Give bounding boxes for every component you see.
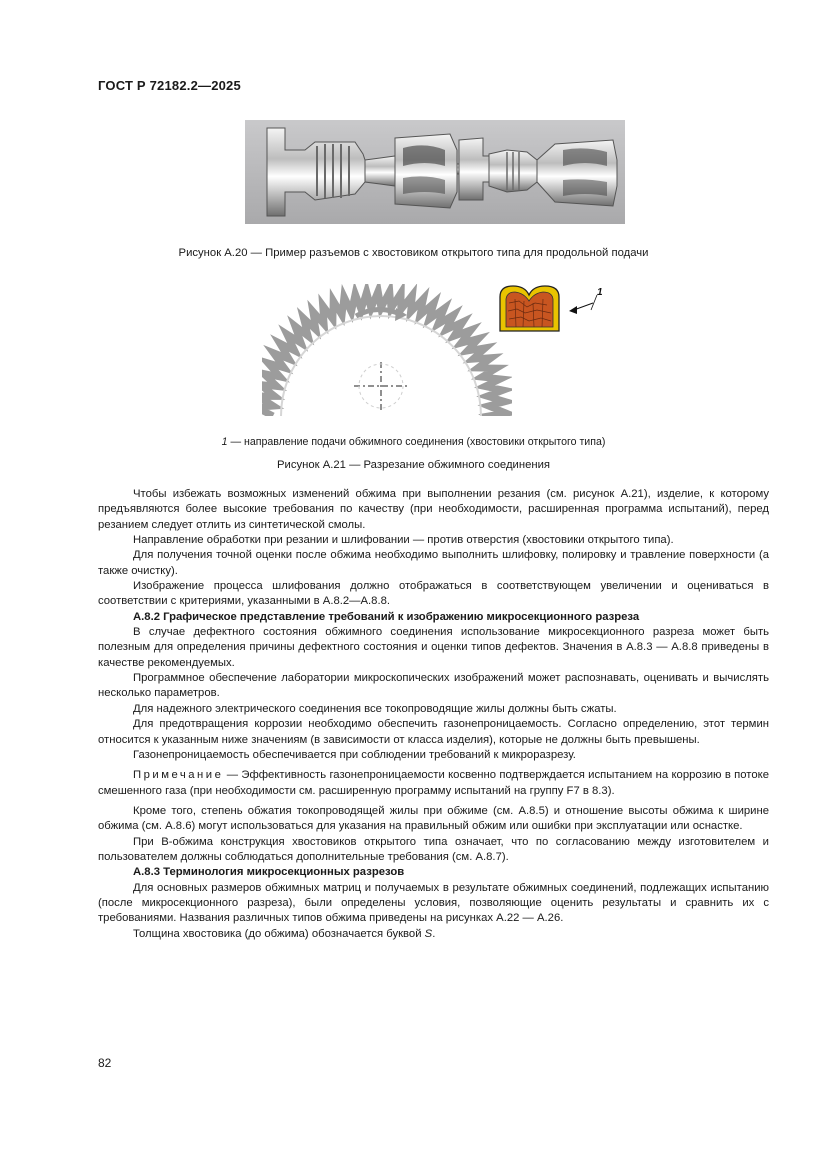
paragraph: В случае дефектного состояния обжимного соединения использование микросекционного разреза может быть полезным для определения причины дефектного состояния и оценки типов дефектов. Значения в А.8.3 — А.8.8 приведены в качестве рекомендуемых. — [98, 626, 769, 669]
section-heading-a83: А.8.3 Терминология микросекционных разрезов — [133, 866, 405, 879]
section-heading-a82: А.8.2 Графическое представление требований к изображению микросекционного разреза — [133, 610, 640, 623]
paragraph: Для получения точной оценки после обжима необходимо выполнить шлифовку, полировку и травление поверхности (а также очистку). — [98, 549, 769, 577]
paragraph: Для надежного электрического соединения все токопроводящие жилы должны быть сжаты. — [133, 702, 617, 715]
paragraph: Кроме того, степень обжатия токопроводящей жилы при обжиме (см. А.8.5) и отношение высоты обжима к ширине обжима (см. А.8.6) могут использоваться для указания на правильный обжим или ошибки при эксплуатации или оснастке. — [98, 804, 769, 833]
legend-number: 1 — [221, 436, 228, 448]
page-number: 82 — [98, 1056, 112, 1070]
note-text: — Эффективность газонепроницаемости косвенно подтверждается испытанием на коррозию в потоке смешенного газа (при необходимости см. расширенную программу испытаний на группу F7 в 8.3). — [98, 769, 769, 797]
callout-1: 1 — [597, 287, 603, 298]
note-label: Примечание — [133, 769, 224, 782]
paragraph: Направление обработки при резании и шлифовании — против отверстия (хвостовики открытого типа). — [133, 534, 674, 547]
figure-a21-caption: Рисунок А.21 — Разрезание обжимного соединения — [276, 459, 551, 471]
document-header: ГОСТ Р 72182.2—2025 — [98, 78, 241, 93]
paragraph: При В-обжима конструкция хвостовиков открытого типа означает, что по согласованию между изготовителем и пользователем должны соблюдаться дополнительные требования (см. А.8.7). — [98, 835, 769, 863]
paragraph: Чтобы избежать возможных изменений обжима при выполнении резания (см. рисунок А.21), изделие, к которому предъявляются более высокие требования по качеству (при необходимости, расширенная программа испытаний), перед резанием следует отлить из синтетической смолы. — [98, 488, 769, 531]
paragraph: Для предотвращения коррозии необходимо обеспечить газонепроницаемость. Согласно определению, этот термин относится к указанным ниже значениям (в зависимости от класса изделия), которые не должны быть превышены. — [98, 718, 769, 746]
figure-a20-caption: Рисунок А.20 — Пример разъемов с хвостовиком открытого типа для продольной подачи — [178, 247, 649, 259]
paragraph: Для основных размеров обжимных матриц и получаемых в результате обжимных соединений, подлежащих испытанию (после микросекционного разреза), были определены условия, позволяющие оценить результаты и сравнить их с требованиями. Названия различных типов обжима приведены на рисунках А.22 — А.26. — [98, 881, 769, 925]
paragraph: Программное обеспечение лаборатории микроскопических изображений может распознавать, оценивать и вычислять несколько параметров. — [98, 672, 769, 700]
variable-s: S — [424, 927, 433, 940]
paragraph: Толщина хвостовика (до обжима) обозначается буквой S. — [133, 927, 436, 940]
body-text — [98, 487, 769, 942]
connector-photo — [245, 120, 625, 224]
saw-blade-illustration — [262, 284, 512, 416]
paragraph: Газонепроницаемость обеспечивается при соблюдении требований к микроразрезу. — [133, 748, 576, 761]
note — [98, 768, 769, 799]
legend-text: — направление подачи обжимного соединения (хвостовики открытого типа) — [227, 436, 606, 448]
crimp-cross-section — [497, 283, 617, 343]
paragraph: Изображение процесса шлифования должно отображаться в соответствующем увеличении и оцениваться в соответствии с критериями, указанными в А.8.2—А.8.8. — [98, 580, 769, 608]
figure-a21-legend — [0, 436, 827, 448]
